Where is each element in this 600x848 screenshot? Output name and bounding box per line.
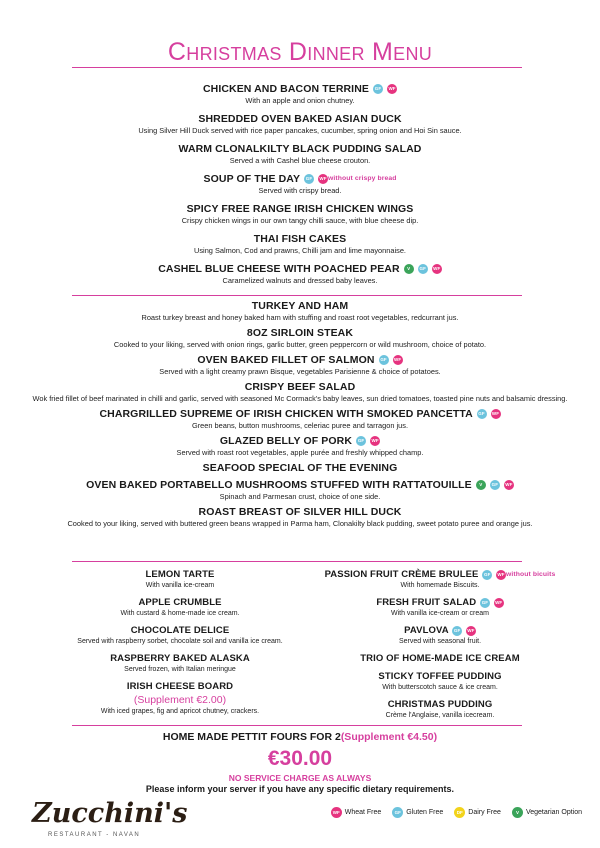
wheat-free-icon: WF [466,626,476,636]
menu-item-description: Served a with Cashel blue cheese crouton. [229,156,371,165]
menu-item-title: CASHEL BLUE CHEESE WITH POACHED PEAR [158,263,400,276]
legend-label: Vegetarian Option [525,809,582,817]
menu-item [0,142,600,166]
menu-item-name [30,624,330,637]
gluten-free-icon: GF [490,480,500,490]
menu-item-title: CHOCOLATE DELICE [130,625,230,636]
menu-item-name [0,505,600,519]
menu-item [0,380,600,404]
menu-item-title: TURKEY AND HAM [251,300,349,312]
menu-item-name [0,142,600,156]
menu-item-title: TRIO OF HOME-MADE ICE CREAM [360,653,520,665]
menu-item-name [0,326,600,340]
menu-item-description: With homemade Biscuits. [400,582,480,590]
menu-item-title: APPLE CRUMBLE [138,597,222,608]
menu-item-name [0,407,600,421]
menu-item [290,698,590,721]
menu-item-description: Served with raspberry sorbet, chocolate soil and vanilla ice cream. [77,638,283,645]
menu-item-name [0,82,600,96]
gluten-free-icon: GF [356,436,366,446]
desserts-divider [72,725,522,726]
menu-item [0,82,600,106]
menu-item-description: With butterscotch sauce & ice cream. [382,684,498,692]
menu-item-description: Spinach and Parmesan crust, choice of one side. [219,492,381,501]
menu-item-title: SPICY FREE RANGE IRISH CHICKEN WINGS [186,203,414,216]
menu-item [30,652,330,675]
menu-item-description: Crème l'Anglaise, vanilla icecream. [385,712,495,720]
menu-item [0,172,600,196]
legend-item [453,807,501,818]
menu-item-title: PASSION FRUIT CRÈME BRULEE [324,569,479,581]
menu-item-title: IRISH CHEESE BOARD [126,681,234,692]
menu-item-description: Using Salmon, Cod and prawns, Chilli jam and lime mayonnaise. [194,246,406,256]
menu-item-description: With iced grapes, fig and apricot chutney, crackers. [100,708,260,715]
menu-item-title: 8OZ SIRLOIN STEAK [246,327,354,339]
vegetarian-icon: V [404,264,414,274]
menu-item-name [0,380,600,394]
menu-item-description: With custard & home-made ice cream. [120,610,240,617]
menu-item-description: Crispy chicken wings in our own tangy chilli sauce, with blue cheese dip. [181,216,419,226]
menu-item [290,596,590,619]
wheat-free-icon: WF [370,436,380,446]
menu-item-name [0,262,600,276]
menu-item-name [0,434,600,448]
menu-item-description: Served with crispy bread. [258,186,342,196]
menu-item-name [30,652,330,665]
menu-item-description: With vanilla ice-cream [145,582,215,589]
menu-item [0,353,600,377]
menu-item-title: ROAST BREAST OF SILVER HILL DUCK [198,506,402,518]
legend-item [511,807,582,818]
legend-label: Wheat Free [344,809,382,817]
menu-item-title: SOUP OF THE DAY [203,173,300,185]
menu-item-description: Caramelized walnuts and dressed baby leaves. [222,276,378,286]
no-service-charge: NO SERVICE CHARGE AS ALWAYS [228,773,372,783]
legend-label: Gluten Free [406,809,444,817]
menu-item-description: Cooked to your liking, served with onion rings, garlic butter, green peppercorn or wild mushroom, choice of potato. [113,340,487,349]
menu-item-title: CHICKEN AND BACON TERRINE [202,83,369,95]
desserts-right-column [290,568,590,726]
logo-wordmark: Zucchini's [32,798,188,829]
menu-item-note: without crispy bread [328,175,397,183]
menu-item-description: Served frozen, with Italian meringue [124,666,236,673]
menu-item [0,505,600,529]
menu-item-note: without bicuits [505,571,556,578]
menu-item-name [0,478,600,492]
menu-item [0,232,600,256]
menu-item-name [0,353,600,367]
gluten-free-icon: GF [477,409,487,419]
mains-section [0,299,600,532]
menu-item-title: PAVLOVA [404,625,449,637]
menu-item [290,670,590,693]
menu-item [0,262,600,286]
title-divider [72,67,522,68]
menu-item-name [0,202,600,216]
menu-item-supplement: (Supplement €2.00) [133,694,227,706]
menu-item-description: Served with roast root vegetables, apple purée and freshly whipped champ. [176,448,424,457]
menu-item-name [290,670,590,683]
vegetarian-icon: V [512,807,523,818]
menu-item [290,624,590,647]
menu-item [0,202,600,226]
gluten-free-icon: GF [418,264,428,274]
gluten-free-icon: GF [482,570,492,580]
petit-fours-text: HOME MADE PETTIT FOURS FOR 2 [162,731,341,743]
wheat-free-icon: WF [494,598,504,608]
menu-title: Christmas Dinner Menu [167,38,433,66]
menu-item-description: Cooked to your liking, served with buttered green beans wrapped in Parma ham, Clonakilty black pudding, sweet potato puree and orange jus. [67,519,533,528]
desserts-left-column [30,568,330,722]
menu-item-title: SHREDDED OVEN BAKED ASIAN DUCK [198,113,402,125]
menu-item-description: Served with seasonal fruit. [398,638,482,646]
menu-item [0,434,600,458]
starters-divider [72,295,522,296]
menu-item-name [290,698,590,711]
dietary-notice: Please inform your server if you have any specific dietary requirements. [145,784,455,794]
logo-subtitle: RESTAURANT - NAVAN [48,832,141,838]
mains-divider [72,561,522,562]
wheat-free-icon: WF [504,480,514,490]
menu-item-title: CHRISTMAS PUDDING [387,699,493,711]
menu-item [0,407,600,431]
menu-footer [0,731,600,794]
menu-item-description: Wok fried fillet of beef marinated in chilli and garlic, served with seasoned Mc Cormack's baby leaves, sun dried tomatoes, toasted pine nuts and balsamic dressing. [32,394,568,403]
wheat-free-icon: WF [387,84,397,94]
menu-price: €30.00 [267,747,333,770]
wheat-free-icon: WF [318,174,328,184]
menu-item-name [290,596,590,609]
menu-item [0,299,600,323]
vegetarian-icon: V [476,480,486,490]
menu-item-title: CRISPY BEEF SALAD [244,381,356,393]
menu-item-name [0,112,600,126]
gluten-free-icon: GF [304,174,314,184]
gluten-free-icon: GF [373,84,383,94]
menu-item-name [0,461,600,475]
wheat-free-icon: WF [491,409,501,419]
menu-item [0,326,600,350]
gluten-free-icon: GF [480,598,490,608]
gluten-free-icon: GF [392,807,403,818]
menu-item-name [30,596,330,609]
menu-item-name [290,568,590,581]
menu-item-title: WARM CLONALKILTY BLACK PUDDING SALAD [178,143,422,155]
menu-item [0,461,600,475]
menu-item-title: THAI FISH CAKES [253,233,347,246]
wheat-free-icon: WF [432,264,442,274]
legend-item [330,807,382,818]
wheat-free-icon: WF [331,807,342,818]
menu-item-description: With vanilla ice-cream or cream [390,610,490,618]
menu-item [290,568,590,591]
menu-item-title: GLAZED BELLY OF PORK [219,435,353,447]
petit-fours-line [0,731,600,743]
starters-section [0,82,600,292]
zucchinis-logo [30,792,188,842]
menu-item-title: FRESH FRUIT SALAD [376,597,477,609]
menu-item-description: Roast turkey breast and honey baked ham with stuffing and roast root vegetables, redcurrant jus. [141,313,459,322]
menu-item-name [0,172,600,186]
menu-item-title: SEAFOOD SPECIAL OF THE EVENING [202,462,398,474]
menu-item-name [290,624,590,637]
wheat-free-icon: WF [496,570,506,580]
menu-item-title: CHARGRILLED SUPREME OF IRISH CHICKEN WITH SMOKED PANCETTA [99,408,473,420]
gluten-free-icon: GF [379,355,389,365]
menu-item-title: OVEN BAKED FILLET OF SALMON [197,354,375,366]
menu-item [30,624,330,647]
menu-item-name [0,232,600,246]
menu-item-description: With an apple and onion chutney. [245,96,355,105]
menu-item [30,568,330,591]
menu-item [30,680,330,717]
menu-item-title: RASPBERRY BAKED ALASKA [110,653,250,664]
menu-item [0,112,600,136]
menu-item [290,652,590,665]
legend-label: Dairy Free [468,809,501,817]
menu-item-title: OVEN BAKED PORTABELLO MUSHROOMS STUFFED WITH RATTATOUILLE [86,479,472,491]
petit-fours-supplement: (Supplement €4.50) [340,731,438,743]
legend-item [391,807,443,818]
menu-item-description: Served with a light creamy prawn Bisque, vegetables Parisienne & choice of potatoes. [159,367,441,376]
menu-item [0,478,600,502]
dairy-free-icon: DF [454,807,465,818]
menu-item-name [0,299,600,313]
menu-item-name [290,652,590,665]
wheat-free-icon: WF [393,355,403,365]
menu-item-title: STICKY TOFFEE PUDDING [378,671,502,683]
menu-item-name [30,568,330,581]
menu-item-description: Green beans, button mushrooms, celeriac puree and tarragon jus. [191,421,409,430]
gluten-free-icon: GF [452,626,462,636]
menu-item-title: LEMON TARTE [145,569,215,580]
menu-item-name [30,680,330,693]
menu-item-description: Using Silver Hill Duck served with rice paper pancakes, cucumber, spring onion and Hoi Sin sauce. [138,126,462,135]
dietary-legend [330,807,582,818]
menu-item [30,596,330,619]
